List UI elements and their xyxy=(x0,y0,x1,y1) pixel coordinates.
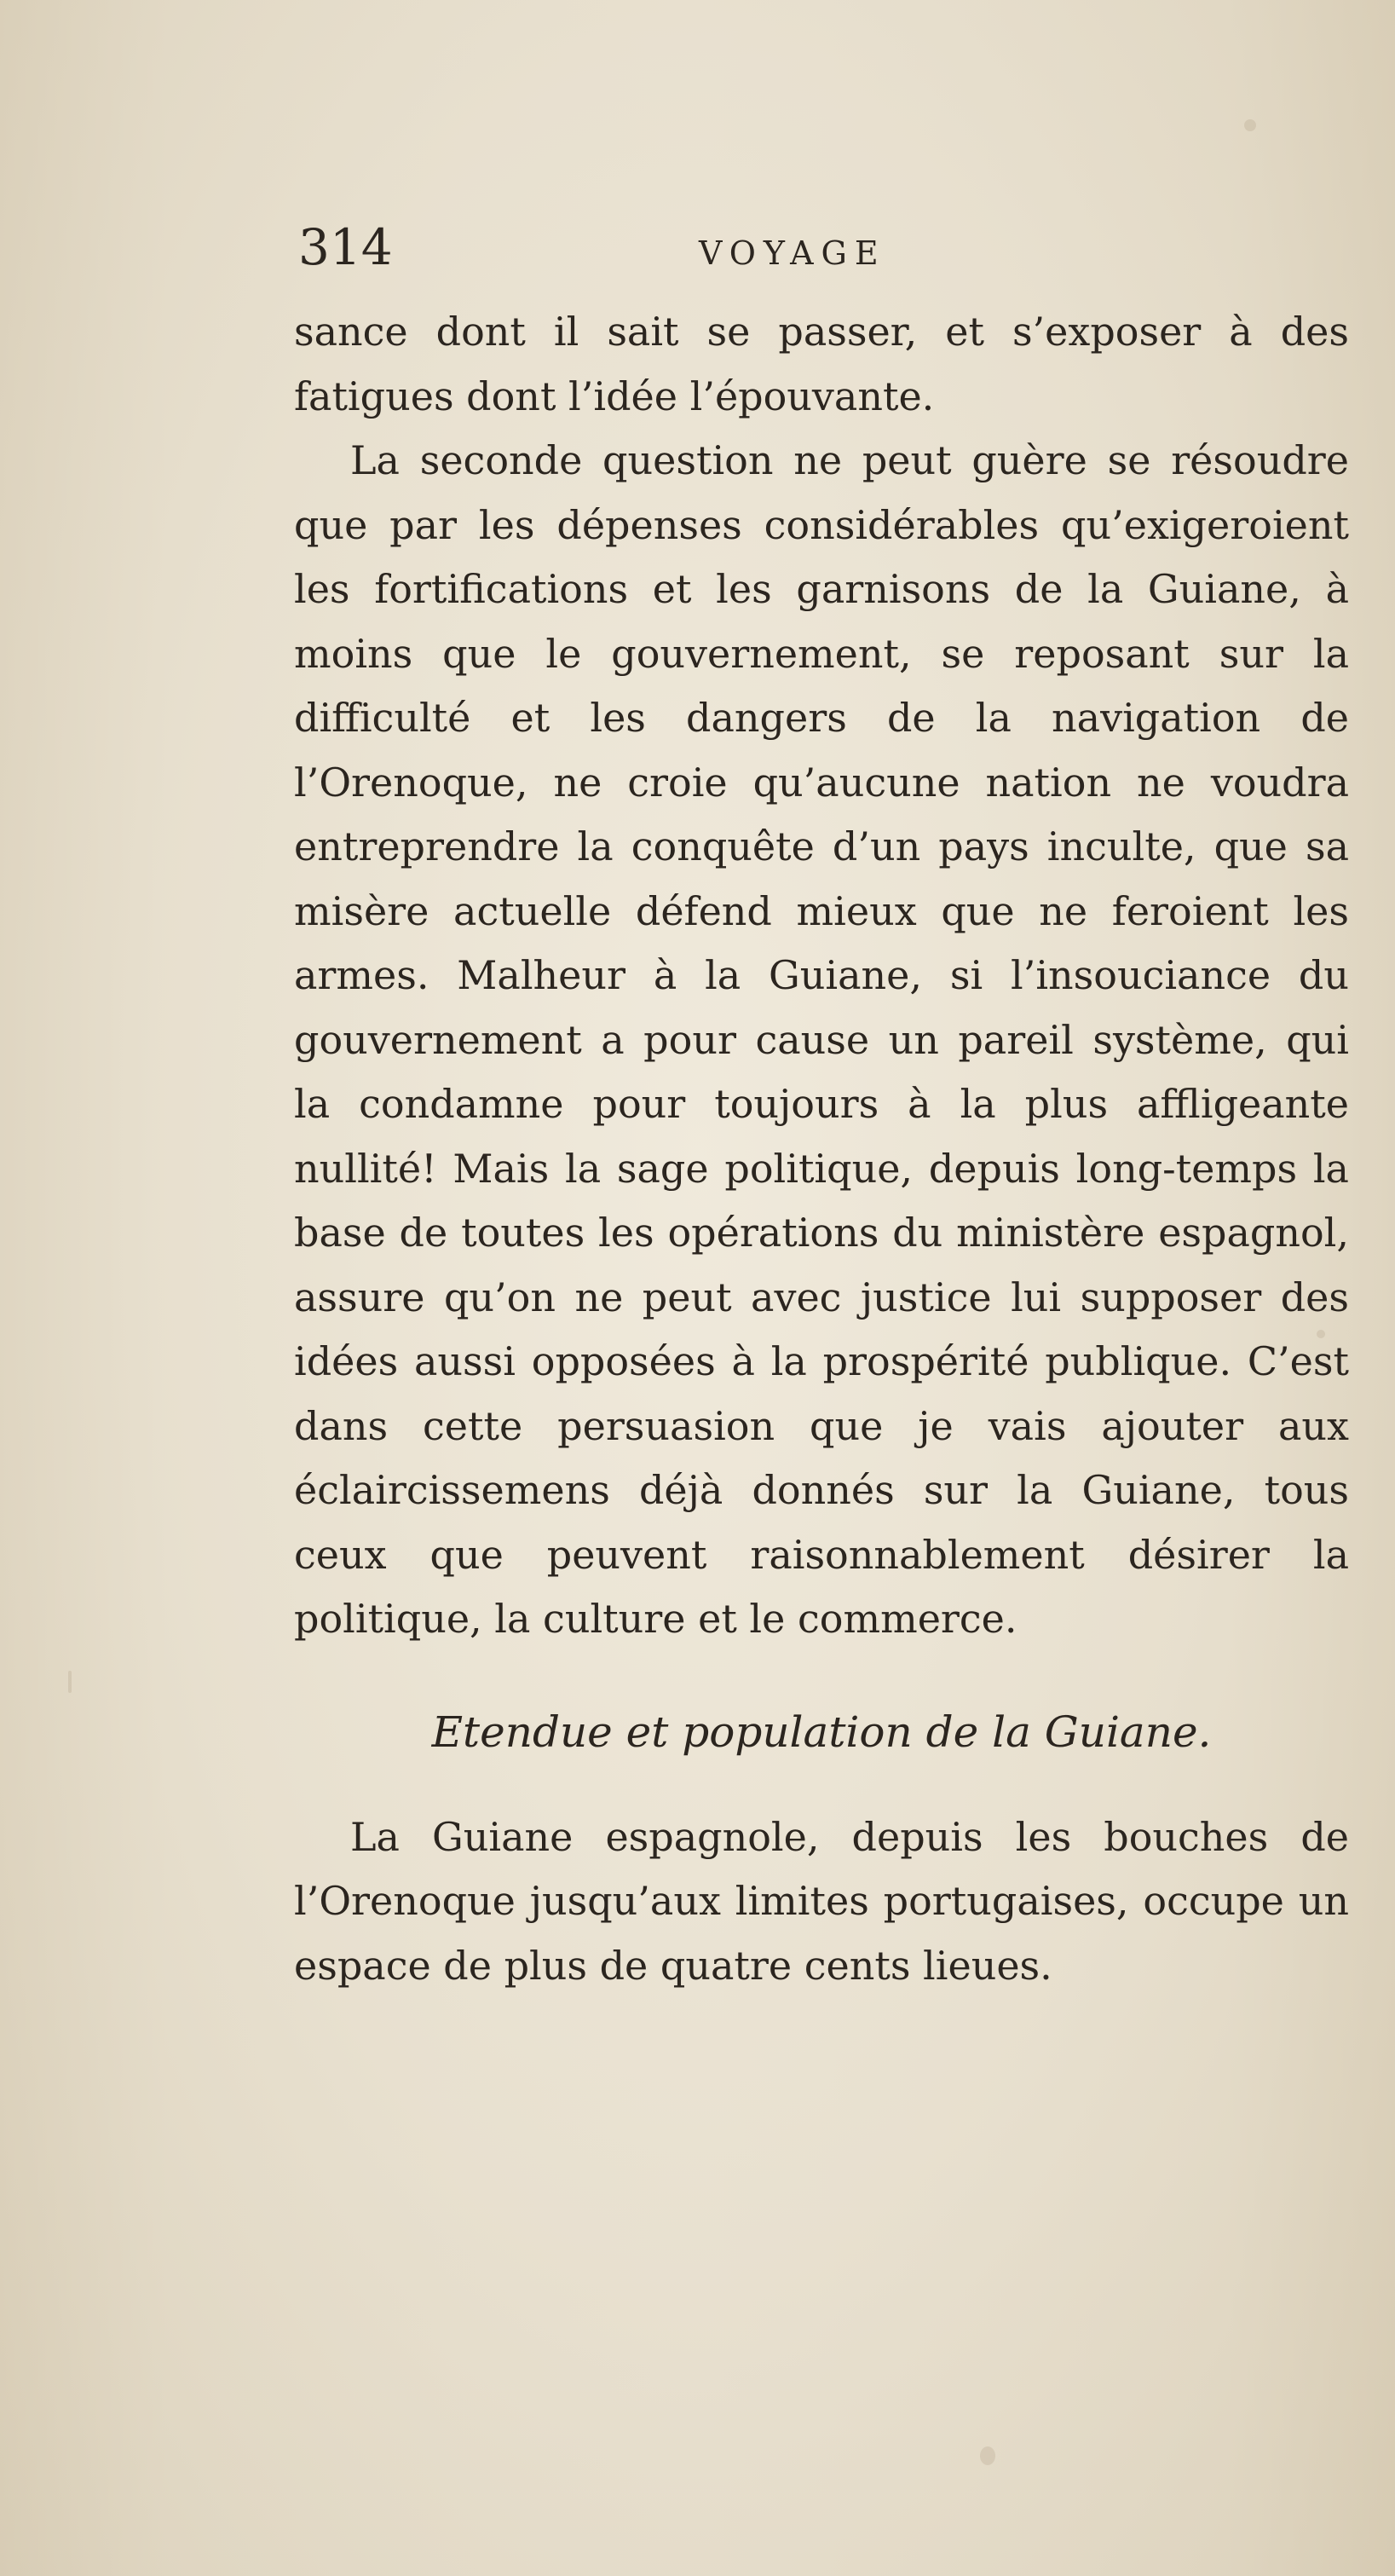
paper-stain xyxy=(68,1671,72,1693)
running-head: VOYAGE xyxy=(699,234,886,272)
page-number: 314 xyxy=(298,218,393,276)
paragraph-continuation: sance dont il sait se passer, et s’exposer à des fatigues dont l’idée l’épouvante. xyxy=(294,309,1349,419)
paper-stain xyxy=(980,2446,995,2465)
page-header xyxy=(298,217,1381,286)
section-heading: Etendue et population de la Guiane. xyxy=(431,1707,1212,1757)
paragraph: La seconde question ne peut guère se résoudre que par les dépenses considérables qu’exigeroient les fortifications et les garnisons de la Guiane, à moins que le gouvernement, se reposant sur la difficulté et les dangers de la navigation de l’Orenoque, ne croie qu’aucune nation ne voudra entreprendre la conquête d’un pays inculte, que sa misère actuelle défend mieux que ne feroient les armes. Malheur à la Guiane, si l’insouciance du gouvernement a pour cause un pareil système, qui la condamne pour toujours à la plus affligeante nullité! Mais la sage politique, depuis long-temps la base de toutes les opérations du ministère espagnol, assure qu’on ne peut avec justice lui supposer des idées aussi opposées à la prospérité publique. C’est dans cette persuasion que je vais ajouter aux éclaircissemens déjà donnés sur la Guiane, tous ceux que peuvent raisonnablement désirer la politique, la culture et le commerce. xyxy=(294,437,1349,1642)
body-text xyxy=(294,300,1349,1998)
paragraph: La Guiane espagnole, depuis les bouches de l’Orenoque jusqu’aux limites portugaises, occupe un espace de plus de quatre cents lieues. xyxy=(294,1813,1349,1989)
paper-stain xyxy=(1244,119,1256,131)
